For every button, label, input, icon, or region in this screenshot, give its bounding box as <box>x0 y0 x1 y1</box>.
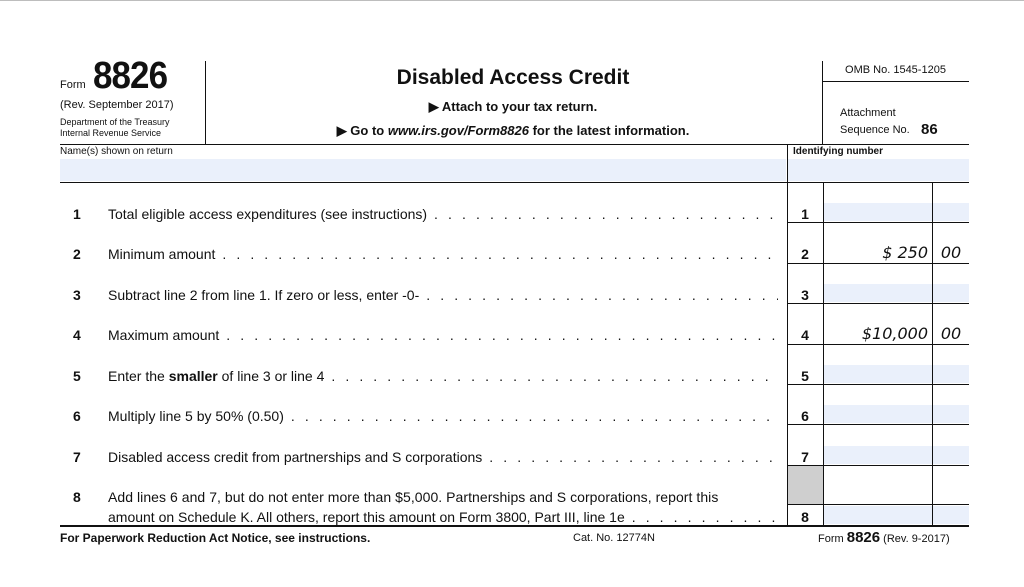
identifying-number-input[interactable] <box>788 159 969 181</box>
cents-column-left <box>932 182 933 526</box>
line-3-text: Subtract line 2 from line 1. If zero or less, enter -0- . . . <box>108 287 778 303</box>
line-1-amount-input[interactable] <box>824 203 932 221</box>
line-number: 5 <box>73 368 81 384</box>
footer-form-id <box>818 529 950 546</box>
line-6-amount-input[interactable] <box>824 405 932 423</box>
row-rule <box>787 424 969 425</box>
department-name: Department of the Treasury <box>60 117 170 127</box>
line-1-text: Total eligible access expenditures (see instructions) . . . <box>108 206 778 222</box>
row-rule <box>787 384 969 385</box>
agency <box>60 117 170 139</box>
line-8-amount-input[interactable] <box>824 506 932 524</box>
line-number: 4 <box>73 327 81 343</box>
line-6-text: Multiply line 5 by 50% (0.50) . . . <box>108 408 778 424</box>
line-8-shaded-box <box>788 466 823 504</box>
sequence-label: Sequence No. <box>840 124 910 136</box>
line-8-text-second: amount on Schedule K. All others, report this amount on Form 3800, Part III, line 1e . . . <box>108 509 778 525</box>
footer-form-number: 8826 <box>846 529 881 546</box>
footer-form-word: Form <box>818 533 844 545</box>
line-4-amount: $10,000 <box>861 324 928 343</box>
line-number: 3 <box>73 287 81 303</box>
line-box-label: 4 <box>801 327 809 343</box>
line-number: 2 <box>73 246 81 262</box>
line-3-amount-input[interactable] <box>824 284 932 302</box>
line-3-cents-input[interactable] <box>933 284 969 302</box>
website-instruction <box>206 123 820 139</box>
line-4-cents: 00 <box>940 324 962 343</box>
form-label: Form <box>60 79 86 91</box>
revision-date: (Rev. September 2017) <box>60 99 174 111</box>
line-box-label: 3 <box>801 287 809 303</box>
name-label: Name(s) shown on return <box>60 146 173 157</box>
line-5-text <box>108 368 778 384</box>
line-box-label: 1 <box>801 206 809 222</box>
irs-link[interactable]: www.irs.gov/Form8826 <box>387 123 529 138</box>
form-title: Disabled Access Credit <box>396 66 630 89</box>
line-box-label: 7 <box>801 449 809 465</box>
line-box-label: 8 <box>801 509 809 525</box>
paperwork-notice: For Paperwork Reduction Act Notice, see instructions. <box>60 531 371 545</box>
catalog-number: Cat. No. 12774N <box>573 532 655 544</box>
top-border <box>0 0 1024 1</box>
line-7-cents-input[interactable] <box>933 446 969 464</box>
line-8-cents-input[interactable] <box>933 506 969 524</box>
attach-instruction: ▶ Attach to your tax return. <box>428 99 598 114</box>
row-rule <box>787 222 969 223</box>
line-7-text: Disabled access credit from partnerships and S corporations . . . <box>108 449 778 465</box>
line-5-text-post: of line 3 or line 4 <box>217 368 325 384</box>
footer-rule <box>60 525 969 527</box>
line-5-cents-input[interactable] <box>933 365 969 383</box>
line-box-label: 2 <box>801 246 809 262</box>
line-4-text: Maximum amount . . . <box>108 327 778 343</box>
line-number: 6 <box>73 408 81 424</box>
row-rule <box>787 303 969 304</box>
line-5-amount-input[interactable] <box>824 365 932 383</box>
line-5-text-pre: Enter the <box>108 368 169 384</box>
line-2-text: Minimum amount . . . <box>108 246 778 262</box>
row-rule <box>787 465 969 466</box>
line-number: 8 <box>73 489 81 505</box>
line-2-cents: 00 <box>940 243 962 262</box>
identifying-number-label: Identifying number <box>793 146 883 157</box>
name-input[interactable] <box>60 159 786 181</box>
form-number: 8826 <box>93 55 168 97</box>
irs-name: Internal Revenue Service <box>60 128 162 138</box>
row-rule <box>787 263 969 264</box>
amount-column-left <box>823 182 824 526</box>
line-8-text-first: Add lines 6 and 7, but do not enter more than $5,000. Partnerships and S corporations, report this <box>108 489 719 505</box>
row-rule <box>787 344 969 345</box>
line-2-amount: $ 250 <box>882 243 928 262</box>
line-box-label: 6 <box>801 408 809 424</box>
name-id-divider <box>787 144 788 182</box>
sequence-number: 86 <box>921 121 938 138</box>
line-5-text-bold: smaller <box>168 368 218 384</box>
header-bottom-rule <box>60 144 969 145</box>
row-rule <box>787 504 969 505</box>
footer-revision: (Rev. 9-2017) <box>883 533 950 545</box>
attachment-label: Attachment <box>840 107 896 119</box>
line-1-cents-input[interactable] <box>933 203 969 221</box>
omb-number: OMB No. 1545-1205 <box>845 64 946 76</box>
goto-prefix: ▶ Go to <box>336 123 388 138</box>
line-6-cents-input[interactable] <box>933 405 969 423</box>
line-box-label: 5 <box>801 368 809 384</box>
line-7-amount-input[interactable] <box>824 446 932 464</box>
name-bottom-rule <box>60 182 969 183</box>
omb-rule <box>823 81 969 82</box>
line-number: 7 <box>73 449 81 465</box>
line-number: 1 <box>73 206 81 222</box>
goto-suffix: for the latest information. <box>528 123 690 138</box>
